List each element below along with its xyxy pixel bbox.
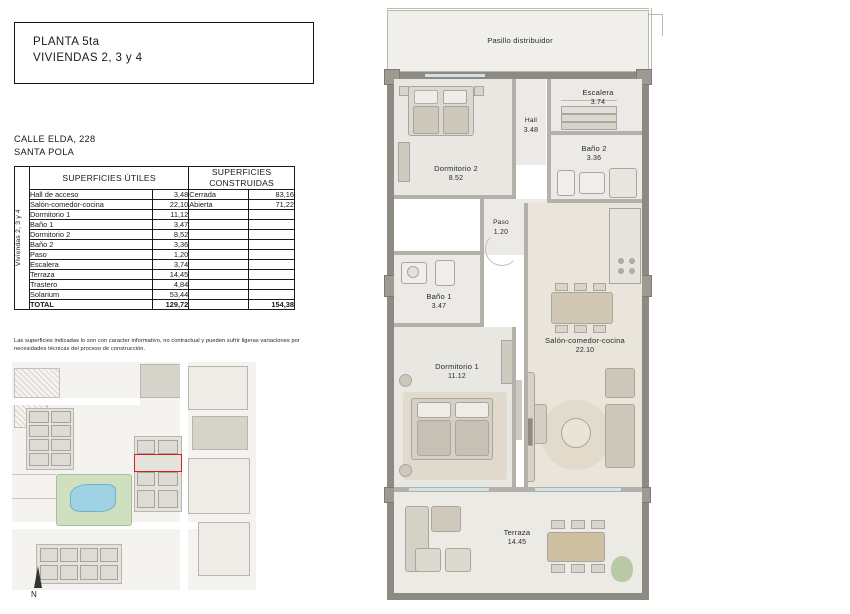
outdoor-chair (551, 520, 565, 529)
room-label-dormitorio-1: Dormitorio 1 11.12 (435, 362, 479, 380)
header-construidas: SUPERFICIES CONSTRUIDAS (189, 167, 295, 190)
site-unit (158, 490, 178, 508)
compass-north-label: N (31, 590, 37, 599)
pillow (455, 402, 489, 418)
highlighted-unit-marker (134, 454, 182, 472)
table-header-row (15, 167, 295, 190)
table-row: Dormitorio 2 8,52 (15, 230, 295, 240)
dining-chair (593, 283, 606, 291)
coffee-table (561, 418, 591, 448)
site-unit (100, 548, 118, 562)
wall-interior (524, 203, 528, 487)
header-utiles: SUPERFICIES ÚTILES (29, 167, 188, 190)
site-unit (60, 548, 78, 562)
table-row: Escalera 3,74 (15, 260, 295, 270)
nightstand (399, 464, 412, 477)
surfaces-table-wrap (14, 166, 295, 310)
outdoor-chair (571, 564, 585, 573)
site-unit (60, 565, 78, 580)
room-label-paso: Paso 1.20 (493, 219, 509, 236)
stair-step (561, 122, 617, 130)
site-block (188, 458, 250, 514)
window (425, 74, 485, 77)
sofa (605, 404, 635, 468)
stove-burner-icon (629, 268, 635, 274)
outdoor-chair (551, 564, 565, 573)
disclaimer-note: Las superficies indicadas lo son con caracter informativo, no contractual y pueden sufrir ligeras variaciones por necesidades técnicas del proceso de construcción. (14, 338, 300, 352)
surfaces-table (14, 166, 295, 310)
plan-edge (387, 8, 649, 9)
toilet (557, 170, 575, 196)
sink (579, 172, 605, 194)
wall-interior (551, 131, 642, 135)
stair-step (561, 114, 617, 122)
nightstand (474, 86, 484, 96)
site-unit (29, 425, 49, 437)
site-unit (158, 472, 178, 486)
site-unit (51, 453, 71, 466)
kitchen-counter (609, 208, 641, 284)
plant (611, 556, 633, 582)
table-row: Solarium 53,44 (15, 290, 295, 300)
corridor-label: Pasillo distribuidor (487, 36, 553, 45)
dining-chair (555, 283, 568, 291)
plan-floor-title: PLANTA 5ta (33, 36, 100, 48)
outdoor-chair (591, 564, 605, 573)
table-row: Terraza 14,45 (15, 270, 295, 280)
outdoor-armchair (445, 548, 471, 572)
dining-table (551, 292, 613, 324)
table-row: Paso 1,20 (15, 250, 295, 260)
table-row: Baño 1 3,47 (15, 220, 295, 230)
address-city: SANTA POLA (14, 146, 75, 157)
dining-chair (574, 283, 587, 291)
wall-interior (480, 199, 484, 323)
site-unit (80, 548, 98, 562)
plan-leader-line (662, 14, 663, 36)
room-label-hall: Hall 3.48 (523, 117, 539, 134)
site-road (12, 398, 140, 405)
plan-leader-line (649, 14, 663, 15)
site-block (188, 366, 248, 410)
title-box (14, 22, 314, 84)
wall-bottom (387, 593, 649, 600)
window (535, 488, 621, 491)
address-block (14, 133, 96, 158)
door-swing-icon (485, 232, 519, 266)
stove-burner-icon (629, 258, 635, 264)
compass-needle-icon (34, 566, 42, 588)
wall-left (387, 72, 394, 600)
dining-chair (574, 325, 587, 333)
toilet (435, 260, 455, 286)
pillow (414, 90, 438, 104)
outdoor-dining-table (547, 532, 605, 562)
table-row: Hall de acceso 3,48 Cerrada 83,16 (29, 190, 294, 199)
wall-interior (547, 79, 551, 203)
site-unit (80, 565, 98, 580)
bed-mattress-right (443, 106, 469, 134)
site-unit (29, 411, 49, 423)
table-row: Baño 2 3,36 (15, 240, 295, 250)
site-divider (12, 474, 56, 475)
outdoor-chair (571, 520, 585, 529)
room-label-bano-2: Baño 2 3.36 (581, 144, 607, 162)
wardrobe (398, 142, 410, 182)
plan-units-title: VIVIENDAS 2, 3 y 4 (33, 52, 143, 64)
pillow (417, 402, 451, 418)
site-plan (12, 362, 256, 590)
site-pool (70, 484, 116, 512)
outdoor-sofa-corner (431, 506, 461, 532)
table-row: Salón-comedor-cocina 22,10 Abierta 71,22 (29, 200, 294, 209)
compass (22, 566, 52, 606)
stove-burner-icon (618, 258, 624, 264)
room-label-terraza: Terraza 14.45 (503, 528, 531, 546)
info-panel (0, 0, 360, 614)
room-label-bano-1: Baño 1 3.47 (426, 292, 452, 310)
site-unit (100, 565, 118, 580)
bed-mattress-right (455, 420, 489, 456)
site-unit (137, 472, 155, 486)
site-unit (29, 439, 49, 451)
site-unit (51, 439, 71, 451)
closet (516, 380, 522, 440)
room-label-dormitorio-2: Dormitorio 2 8.52 (434, 164, 478, 182)
room-label-escalera: Escalera 3.74 (582, 88, 614, 106)
pillow (443, 90, 467, 104)
stove-burner-icon (618, 268, 624, 274)
table-total-row: TOTAL 129,72 154,38 (29, 300, 294, 309)
window (409, 488, 489, 491)
floor-plan (365, 0, 850, 614)
shower (609, 168, 637, 198)
site-block (14, 368, 60, 398)
site-unit (29, 453, 49, 466)
nightstand (399, 86, 409, 96)
room-label-salon: Salón-comedor-cocina 22.10 (545, 336, 625, 354)
site-block (192, 416, 248, 450)
table-row: Dormitorio 1 11,12 (15, 210, 295, 220)
site-unit (137, 490, 155, 508)
bed-mattress-left (413, 106, 439, 134)
bed-mattress-left (417, 420, 451, 456)
dining-chair (593, 325, 606, 333)
outdoor-chair (591, 520, 605, 529)
table-side-label: Viviendas 2, 3 y 4 (15, 167, 30, 310)
site-unit (51, 425, 71, 437)
site-unit (158, 440, 178, 454)
site-block (140, 364, 182, 398)
site-unit (137, 440, 155, 454)
nightstand (399, 374, 412, 387)
address-street: CALLE ELDA, 228 (14, 134, 96, 144)
outdoor-armchair (415, 548, 441, 572)
plan-edge (651, 8, 652, 72)
site-block (198, 522, 250, 576)
wall-interior (394, 251, 484, 255)
dining-chair (555, 325, 568, 333)
site-divider (12, 498, 56, 499)
site-unit (51, 411, 71, 423)
sink-basin (407, 266, 419, 278)
armchair (605, 368, 635, 398)
site-unit (40, 548, 58, 562)
table-row: Trastero 4,84 (15, 280, 295, 290)
side-cabinet (533, 404, 547, 444)
